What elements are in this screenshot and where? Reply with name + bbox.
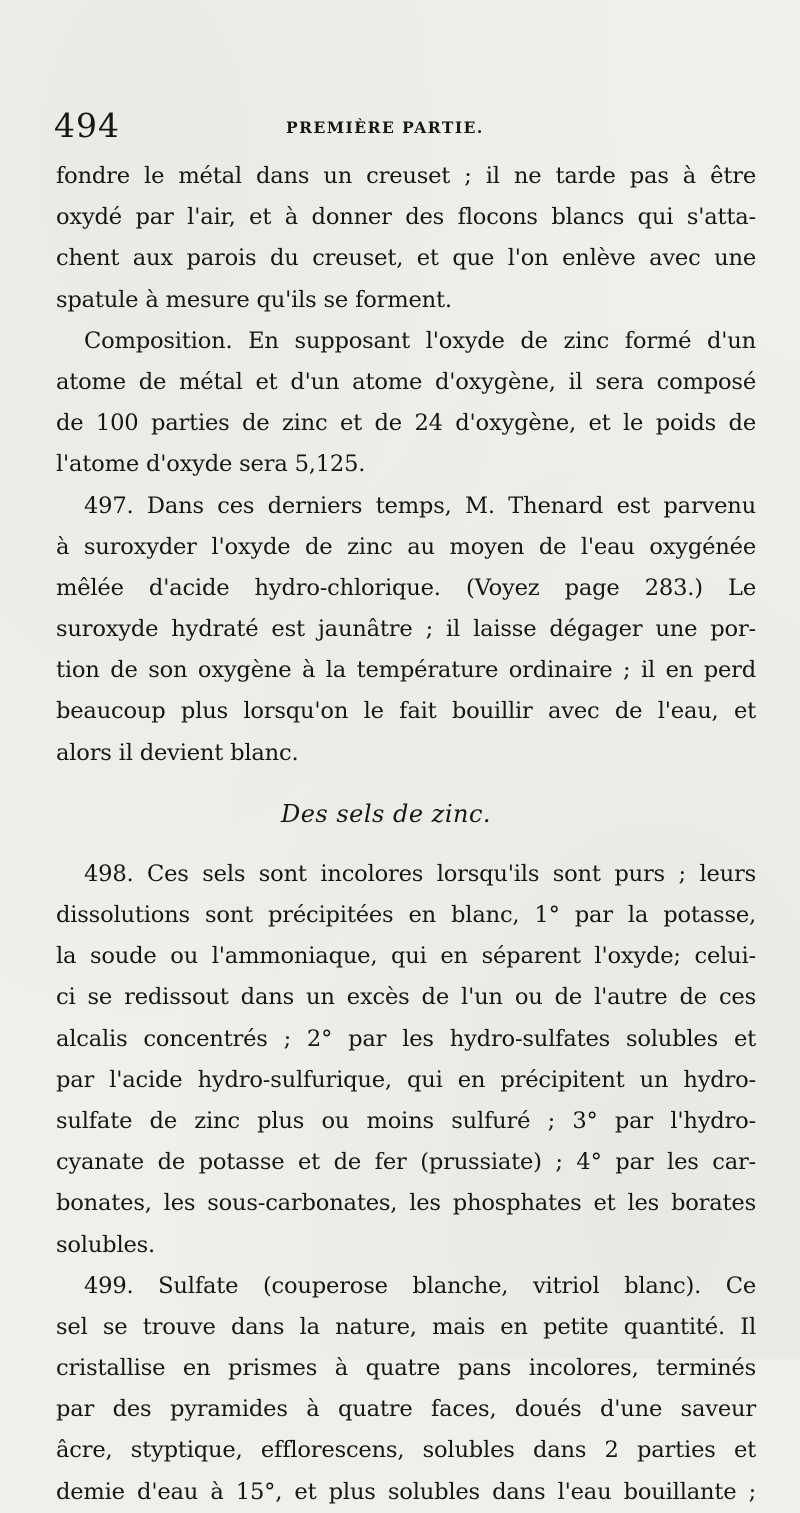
text-block-top	[56, 156, 756, 774]
text-line: atome de métal et d'un atome d'oxygène, il sera composé	[56, 368, 756, 395]
text-line: 499. Sulfate (couperose blanche, vitriol blanc). Ce	[84, 1272, 756, 1299]
text-line: cyanate de potasse et de fer (prussiate) ; 4° par les car-	[56, 1149, 756, 1176]
text-line: solubles.	[56, 1231, 156, 1258]
text-line: alcalis concentrés ; 2° par les hydro-sulfates solubles et	[56, 1025, 756, 1052]
running-title: PREMIÈRE PARTIE.	[286, 118, 484, 137]
text-line: cristallise en prismes à quatre pans incolores, terminés	[56, 1355, 756, 1382]
text-line: bonates, les sous-carbonates, les phosphates et les borates	[56, 1190, 756, 1217]
text-line: sel se trouve dans la nature, mais en petite quantité. Il	[56, 1313, 756, 1340]
text-line: sulfate de zinc plus ou moins sulfuré ; 3° par l'hydro-	[56, 1107, 756, 1134]
text-line: tion de son oxygène à la température ordinaire ; il en perd	[56, 657, 756, 684]
text-line: dissolutions sont précipitées en blanc, 1° par la potasse,	[56, 902, 756, 928]
text-line: l'atome d'oxyde sera 5,125.	[56, 451, 366, 478]
text-line: demie d'eau à 15°, et plus solubles dans l'eau bouillante ;	[56, 1478, 756, 1505]
section-heading: Des sels de zinc.	[280, 799, 492, 828]
text-line: suroxyde hydraté est jaunâtre ; il laisse dégager une por-	[56, 616, 756, 643]
text-line: âcre, styptique, efflorescens, solubles dans 2 parties et	[56, 1437, 756, 1464]
text-line: de 100 parties de zinc et de 24 d'oxygène, et le poids de	[56, 410, 756, 437]
text-line: fondre le métal dans un creuset ; il ne tarde pas à être	[56, 163, 756, 189]
text-line: beaucoup plus lorsqu'on le fait bouillir avec de l'eau, et	[56, 698, 756, 725]
text-line: par l'acide hydro-sulfurique, qui en précipitent un hydro-	[56, 1066, 756, 1093]
text-line: ci se redissout dans un excès de l'un ou de l'autre de ces	[56, 984, 756, 1011]
text-line: oxydé par l'air, et à donner des flocons blancs qui s'atta-	[56, 204, 756, 231]
text-line: la soude ou l'ammoniaque, qui en séparent l'oxyde; celui-	[56, 943, 756, 970]
text-line: à suroxyder l'oxyde de zinc au moyen de l'eau oxygénée	[56, 533, 756, 560]
text-line: chent aux parois du creuset, et que l'on enlève avec une	[56, 245, 756, 272]
page-number: 494	[54, 106, 120, 145]
text-block-bottom	[56, 854, 756, 1513]
text-line: 497. Dans ces derniers temps, M. Thenard est parvenu	[84, 492, 756, 519]
text-line: spatule à mesure qu'ils se forment.	[56, 286, 452, 313]
running-head	[56, 106, 756, 156]
text-line: mêlée d'acide hydro-chlorique. (Voyez page 283.) Le	[56, 574, 756, 601]
text-line: 498. Ces sels sont incolores lorsqu'ils sont purs ; leurs	[84, 860, 756, 887]
text-line: par des pyramides à quatre faces, doués d'une saveur	[56, 1396, 756, 1423]
text-line: Composition. En supposant l'oxyde de zinc formé d'un	[84, 327, 756, 354]
text-line: alors il devient blanc.	[56, 739, 299, 766]
